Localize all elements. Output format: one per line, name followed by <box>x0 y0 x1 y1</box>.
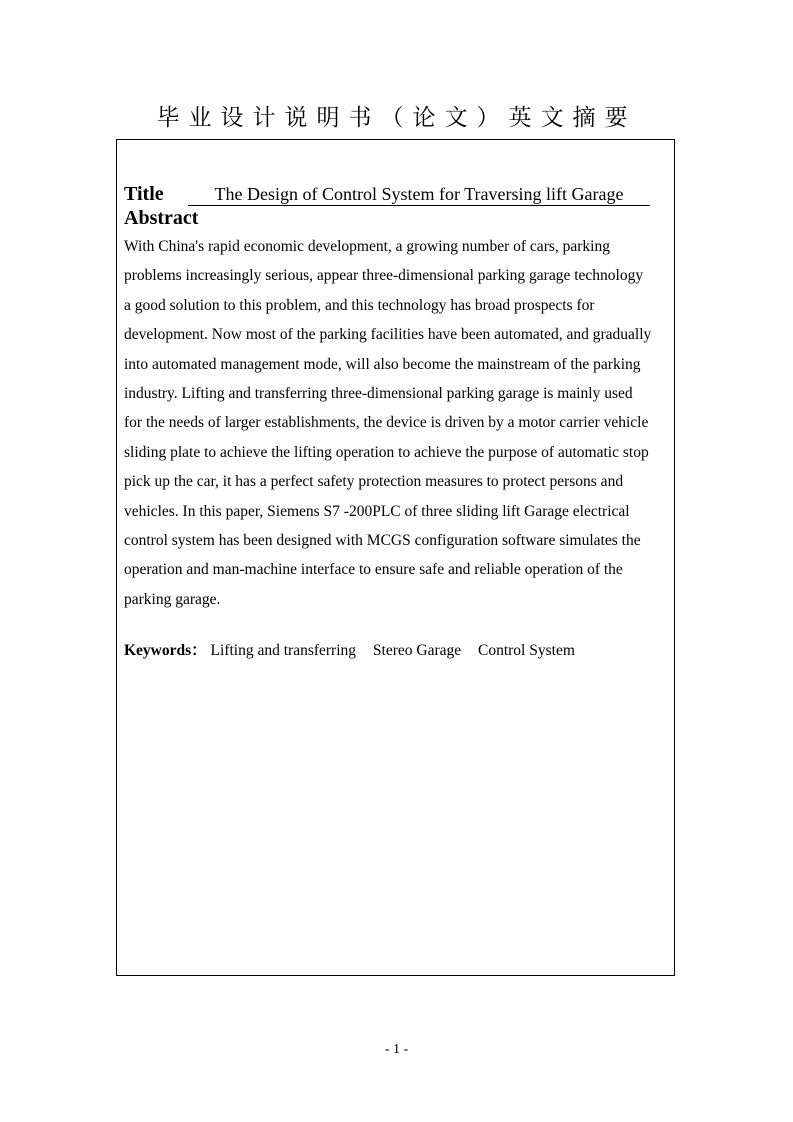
keywords-label: Keywords： <box>124 642 207 659</box>
thesis-title: The Design of Control System for Traversing lift Garage <box>188 180 650 206</box>
abstract-line: operation and man-machine interface to ensure safe and reliable operation of the <box>124 561 623 579</box>
abstract-line: into automated management mode, will also become the mainstream of the parking <box>124 355 641 373</box>
abstract-line: control system has been designed with MCGS configuration software simulates the <box>124 531 641 549</box>
page-number: - 1 - <box>384 1042 409 1057</box>
title-label: Title <box>124 183 164 205</box>
title-row <box>124 180 654 208</box>
keyword: Stereo Garage <box>372 642 462 659</box>
abstract-line: parking garage. <box>124 590 221 608</box>
abstract-line: for the needs of larger establishments, the device is driven by a motor carrier vehicle <box>124 414 649 432</box>
abstract-body <box>124 232 672 614</box>
abstract-line: industry. Lifting and transferring three-dimensional parking garage is mainly used <box>124 384 633 402</box>
abstract-line: sliding plate to achieve the lifting operation to achieve the purpose of automatic stop <box>124 443 649 461</box>
abstract-heading: Abstract <box>124 207 199 229</box>
abstract-line: pick up the car, it has a perfect safety protection measures to protect persons and <box>124 473 624 491</box>
abstract-line: With China's rapid economic development, a growing number of cars, parking <box>124 238 610 255</box>
keyword: Lifting and transferring <box>210 642 357 659</box>
abstract-line: vehicles. In this paper, Siemens S7 -200PLC of three sliding lift Garage electrical <box>124 502 630 520</box>
keywords-row <box>124 637 588 665</box>
page-heading: 毕业设计说明书（论文）英文摘要 <box>156 105 637 131</box>
abstract-line: a good solution to this problem, and this technology has broad prospects for <box>124 296 595 314</box>
abstract-line: problems increasingly serious, appear three-dimensional parking garage technology <box>124 267 644 285</box>
keyword: Control System <box>478 642 575 659</box>
abstract-line: development. Now most of the parking facilities have been automated, and gradually <box>124 326 652 344</box>
